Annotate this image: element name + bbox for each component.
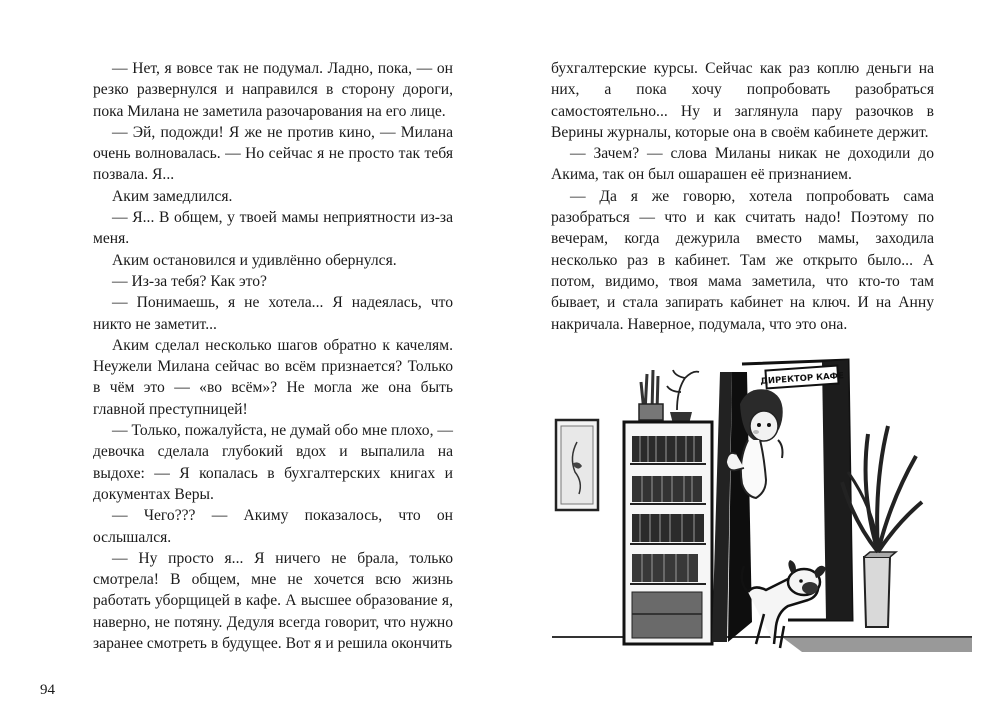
plant-on-bookcase [639,370,699,424]
paragraph: — Я... В общем, у твоей мамы неприятности из-за меня. [93,209,453,248]
paragraph: — Ну просто я... Я ничего не брала, только смотрела! В общем, мне не хочется всю жизнь работать уборщицей в кафе. А высшее образование я, наверно, не потяну. Дедуля всегда говорит, что нужно заранее смотреть в будущее. Вот я и решила окончить [93,549,453,653]
right-page [500,0,1000,724]
wall-picture [556,420,598,510]
paragraph: — Только, пожалуйста, не думай обо мне плохо, — девочка сделала глубокий вдох и выпалила на выдохе: — Я копалась в бухгалтерских книгах и документах Веры. [93,422,453,503]
left-text-column [93,58,453,654]
paragraph: — Зачем? — слова Миланы никак не доходили до Акима, так он был ошарашен её признанием. [551,145,934,184]
page-number: 94 [40,682,55,698]
paragraph: — Чего??? — Акиму показалось, что он ослышался. [93,507,453,546]
paragraph: Аким замедлился. [112,187,233,205]
paragraph: — Из-за тебя? Как это? [112,272,267,290]
paragraph: Аким остановился и удивлённо обернулся. [112,251,397,269]
right-text-column [551,58,934,335]
paragraph: Аким сделал несколько шагов обратно к качелям. Неужели Милана сейчас во всём признается? Только в чём это — «во всём»? Не могла же она быть главной преступницей! [93,336,453,418]
paragraph: — Понимаешь, я не хотела... Я надеялась, что никто не заметит... [93,294,453,333]
illustration [552,352,972,682]
bookcase [624,422,712,644]
paragraph: — Эй, подожди! Я же не против кино, — Милана очень волновалась. — Но сейчас я не просто так тебя позвала. Я... [93,123,453,184]
paragraph: бухгалтерские курсы. Сейчас как раз коплю деньги на них, а пока хочу попробовать разобраться самостоятельно... Ну и заглянула пару разочков в Верины журналы, которые она в своём кабинете держит. [551,60,934,141]
floor-shadow [782,637,972,652]
paragraph: — Да я же говорю, хотела попробовать сама разобраться — что и как считать надо! Поэтому по вечерам, когда дежурила вместо мамы, заходила несколько раз в кабинет. Там же открыто было... А потом, видимо, твоя мама заметила, что кто-то там бывает, и стала запирать кабинет на ключ. И на Анну накричала. Наверное, подумала, что это она. [551,187,934,333]
potted-plant [842,426,922,627]
dog-figure [742,560,826,648]
door-sign-text: ДИРЕКТОР КАФЕ [760,371,845,387]
paragraph: — Нет, я вовсе так не подумал. Ладно, пока, — он резко развернулся и направился в сторону дороги, пока Милана не заметила разочарования на его лице. [93,60,453,120]
